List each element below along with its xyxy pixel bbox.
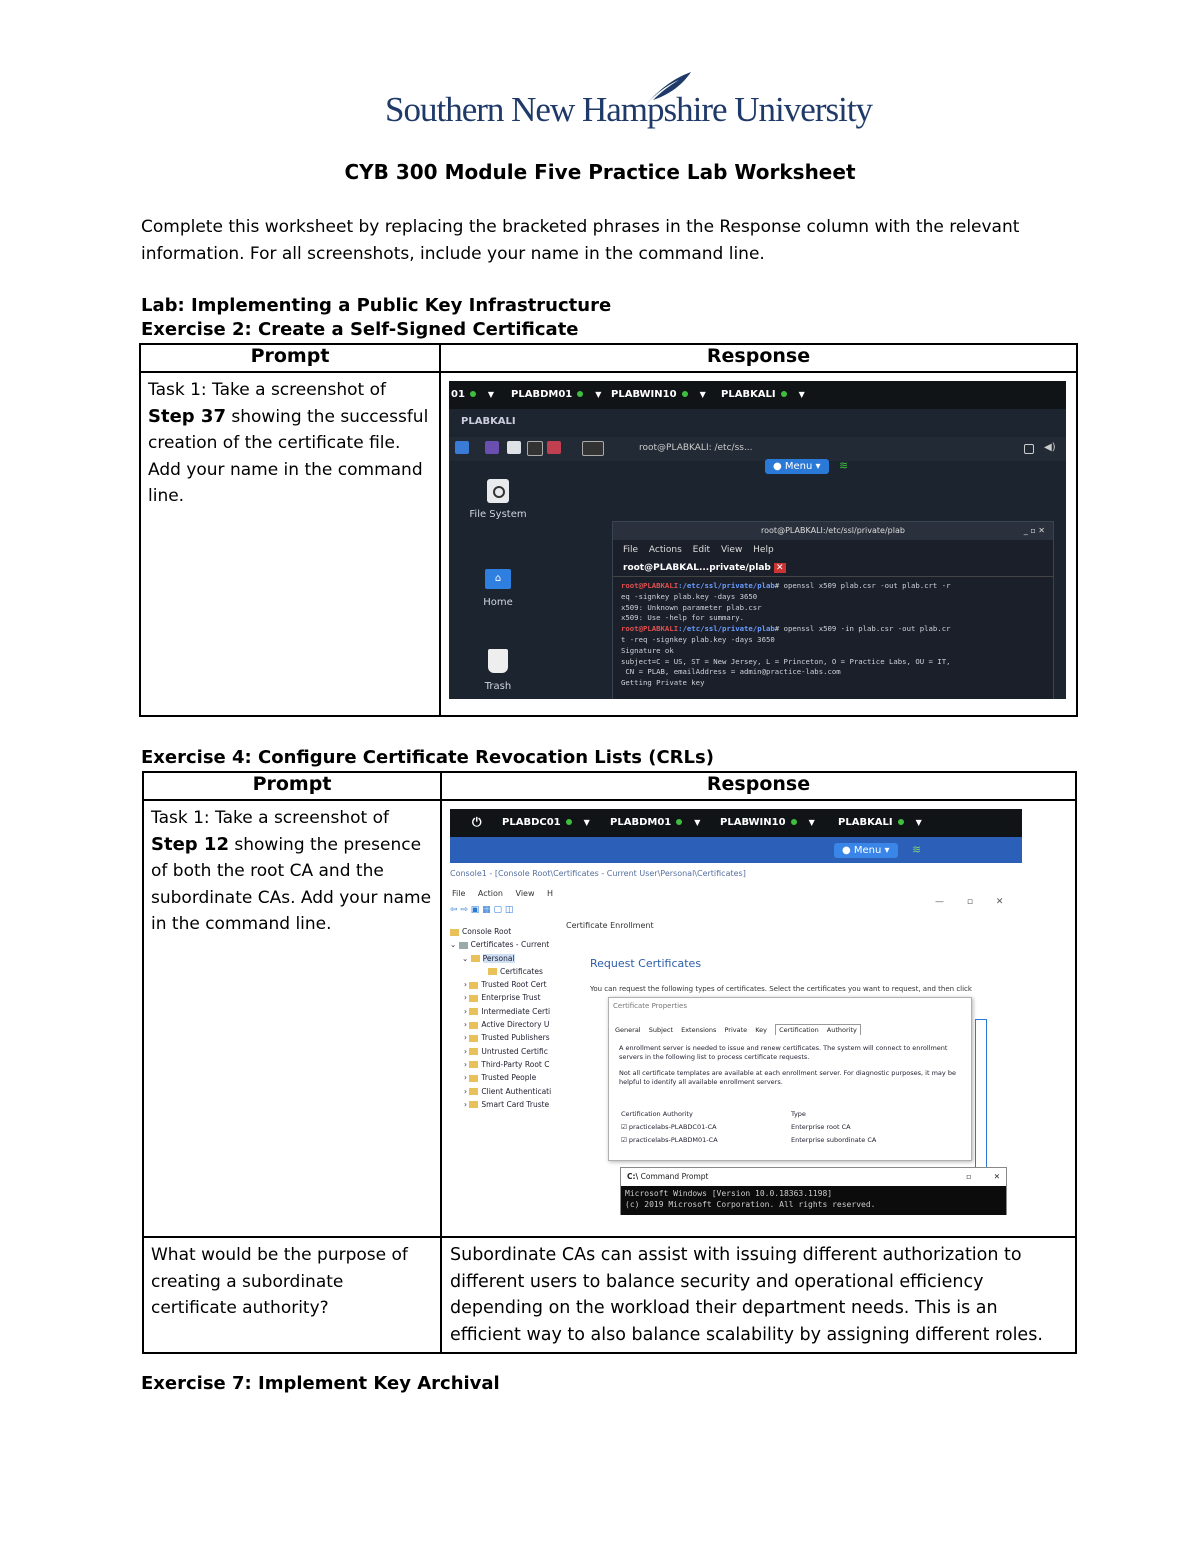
menu-button[interactable]: ● Menu ▾ [834, 843, 898, 858]
vm-tabbar [450, 809, 1022, 837]
tree-item[interactable]: › Trusted People [464, 1073, 537, 1083]
step-ref: Step 37 [148, 405, 226, 427]
file-system-icon[interactable]: File System [463, 479, 533, 520]
task1-prompt: Task 1: Take a screenshot of Step 37 showing the successful creation of the certificate file. Add your name in the command line. [140, 372, 440, 716]
folder-icon[interactable] [507, 441, 521, 454]
ca-list: Certification Authority Type ☑ practicelabs-PLABDC01-CA Enterprise root CA ☑ practicelabs-PLABDM01-CA Enterprise subordinate CA [621, 1108, 961, 1147]
tree-item[interactable]: › Client Authenticati [464, 1086, 552, 1096]
tab-general[interactable]: General [615, 1026, 641, 1034]
request-description: You can request the following types of certificates. Select the certificates you want to request, and then click [590, 985, 972, 993]
vm-tabbar [449, 381, 1066, 409]
scrollbar[interactable] [975, 1019, 987, 1171]
prompt-header: Prompt [140, 344, 440, 372]
tab-subject[interactable]: Subject [648, 1026, 674, 1034]
wifi-icon: ≋ [839, 459, 849, 472]
trash-icon[interactable]: Trash [463, 649, 533, 692]
question-cell: What would be the purpose of creating a subordinate certificate authority? [143, 1237, 441, 1353]
panel-task[interactable]: root@PLABKALI: /etc/ss... [639, 443, 753, 453]
tree-item[interactable]: › Third-Party Root C [464, 1059, 550, 1069]
tree-item[interactable]: › Untrusted Certific [464, 1046, 548, 1056]
request-certificates-title: Request Certificates [590, 957, 702, 970]
console-tree [450, 925, 565, 1111]
tab-extensions[interactable]: Extensions [681, 1026, 717, 1034]
prompt-header: Prompt [143, 772, 441, 800]
vm-tab[interactable]: PLABKALI ▼ [721, 389, 805, 400]
kali-screenshot [449, 381, 1066, 699]
terminal-window [612, 521, 1054, 699]
window-controls[interactable]: — ▫ ✕ [935, 897, 1004, 907]
kali-menu-icon[interactable] [455, 441, 469, 454]
terminal-output: root@PLABKALI:/etc/ssl/private/plab# openssl x509 plab.csr -out plab.crt -r eq -signkey plab.key -days 3650 x509: Unknown parameter plab.csr x509: Use -help for summary. root@PLABKALI:/etc/ssl/private/plab# openssl x509 -in plab.csr -out plab.cr t -req -signkey plab.key -days 3650 Signature ok subject=C = US, ST = New Jersey, L = Princeton, O = Practice Labs, OU = IT, CN = PLAB, emailAddress = admin@practice-labs.com Getting Private key [621, 581, 951, 688]
exercise7-heading: Exercise 7: Implement Key Archival [141, 1373, 500, 1394]
tree-item[interactable]: › Smart Card Truste [464, 1099, 550, 1109]
command-prompt-window [620, 1167, 1007, 1215]
dialog-tabs [615, 1026, 861, 1034]
vm-title-bar: PLABKALI [449, 409, 1066, 433]
vm-tab[interactable]: PLABKALI ▼ [838, 817, 922, 828]
mmc-menu[interactable]: File Action View H [452, 889, 554, 898]
app-icon[interactable] [547, 441, 561, 454]
tree-item[interactable]: › Active Directory U [464, 1020, 550, 1030]
home-icon[interactable]: ⌂ Home [463, 569, 533, 608]
workspace-icon[interactable] [582, 441, 604, 456]
mmc-title: Console1 - [Console Root\Certificates - Current User\Personal\Certificates] [450, 869, 746, 878]
certificate-properties-dialog [608, 997, 972, 1161]
vm-tab[interactable]: PLABWIN10 ▼ [720, 817, 815, 828]
exercise2-heading: Exercise 2: Create a Self-Signed Certificate [141, 319, 579, 340]
dialog-title: Certificate Properties [613, 1002, 687, 1010]
tree-item[interactable]: › Enterprise Trust [464, 993, 541, 1003]
tree-item[interactable]: › Intermediate Certi [464, 1006, 551, 1016]
terminal-tab[interactable]: root@PLABKAL...private/plab ✕ [613, 560, 1053, 577]
exercise4-table [142, 771, 1077, 1354]
vm-tab[interactable]: PLABWIN10 ▼ [611, 389, 706, 400]
kali-panel [449, 437, 1066, 461]
terminal-title: root@PLABKALI:/etc/ssl/private/plab _ ▫ ✕ [613, 522, 1053, 540]
vm-tab[interactable]: PLABDC01 ▼ [502, 817, 590, 828]
cmd-output: Microsoft Windows [Version 10.0.18363.1198] (c) 2019 Microsoft Corporation. All rights reserved. [621, 1186, 1006, 1215]
step-ref: Step 12 [151, 833, 229, 855]
university-logo [385, 70, 873, 140]
answer-cell: Subordinate CAs can assist with issuing different authorization to different users to balance security and operational efficiency depending on the workload their department needs. This is an efficient way to also balance scalability by assigning different roles. [441, 1237, 1076, 1353]
terminal-menu[interactable]: File Actions Edit View Help [623, 545, 774, 555]
task1-response [440, 372, 1077, 716]
tree-item[interactable]: › Trusted Root Cert [464, 980, 547, 990]
vm-tab[interactable]: PLABDM01 ▼ [511, 389, 602, 400]
lab-heading: Lab: Implementing a Public Key Infrastructure [141, 295, 612, 316]
exercise2-table [139, 343, 1078, 717]
vm-blue-bar [450, 837, 1022, 863]
menu-button[interactable]: ● Menu ▾ [765, 459, 829, 474]
terminal-icon[interactable] [527, 441, 543, 456]
volume-icon[interactable]: ◀) [1044, 442, 1056, 453]
tree-item[interactable]: ⌄ Personal [462, 953, 515, 963]
response-header: Response [441, 772, 1076, 800]
vm-tab[interactable]: PLABDM01 ▼ [610, 817, 701, 828]
wifi-icon: ≋ [912, 843, 922, 856]
tree-item[interactable]: › Trusted Publishers [464, 1033, 550, 1043]
task1-prompt: Task 1: Take a screenshot of Step 12 showing the presence of both the root CA and the subordinate CAs. Add your name in the command line. [143, 800, 441, 1237]
tree-item[interactable]: Console Root [450, 925, 565, 938]
tab-private-key[interactable]: Private Key [724, 1026, 767, 1034]
tab-certification-authority[interactable]: Certification Authority [775, 1024, 861, 1035]
window-controls[interactable]: _ ▫ ✕ [1023, 526, 1045, 535]
cmd-title: C:\ Command Prompt ▫ ✕ [621, 1168, 1006, 1186]
close-tab-icon[interactable]: ✕ [775, 563, 784, 573]
intro-text: Complete this worksheet by replacing the bracketed phrases in the Response column with the relevant information. For all screenshots, include your name in the command line. [141, 217, 1020, 264]
page-title: CYB 300 Module Five Practice Lab Worksheet [344, 160, 856, 184]
ca-row[interactable]: ☑ practicelabs-PLABDC01-CA Enterprise root CA [621, 1123, 851, 1131]
window-icon[interactable] [1024, 444, 1034, 454]
power-icon[interactable]: ⏻ [472, 815, 482, 829]
logo-text: Southern New Hampshire University [385, 90, 873, 129]
ca-row[interactable]: ☑ practicelabs-PLABDM01-CA Enterprise subordinate CA [621, 1136, 877, 1144]
window-controls[interactable]: ▫ ✕ [966, 1172, 1000, 1181]
dialog-text: A enrollment server is needed to issue and renew certificates. The system will connect to enrollment servers in the following list to process certificate requests. Not all certificate templates are available at each enrollment server. For diagnostic purposes, it may be helpful to identify all available enrollment servers. [619, 1044, 956, 1086]
task1-response [441, 800, 1076, 1237]
vm-tab[interactable]: 01 ▼ [451, 389, 495, 400]
response-header: Response [440, 344, 1077, 372]
cert-enrollment-title: Certificate Enrollment [566, 921, 654, 930]
windows-screenshot [450, 809, 1022, 1215]
tree-item[interactable]: ⌄ Certificates - Current [450, 940, 550, 950]
app-icon[interactable] [485, 441, 499, 454]
exercise4-heading: Exercise 4: Configure Certificate Revocation Lists (CRLs) [141, 747, 714, 768]
toolbar-icons[interactable]: ⇦ ⇨ ▣ ▦ ▢ ◫ [450, 905, 514, 915]
tree-item[interactable]: Certificates [450, 965, 565, 978]
